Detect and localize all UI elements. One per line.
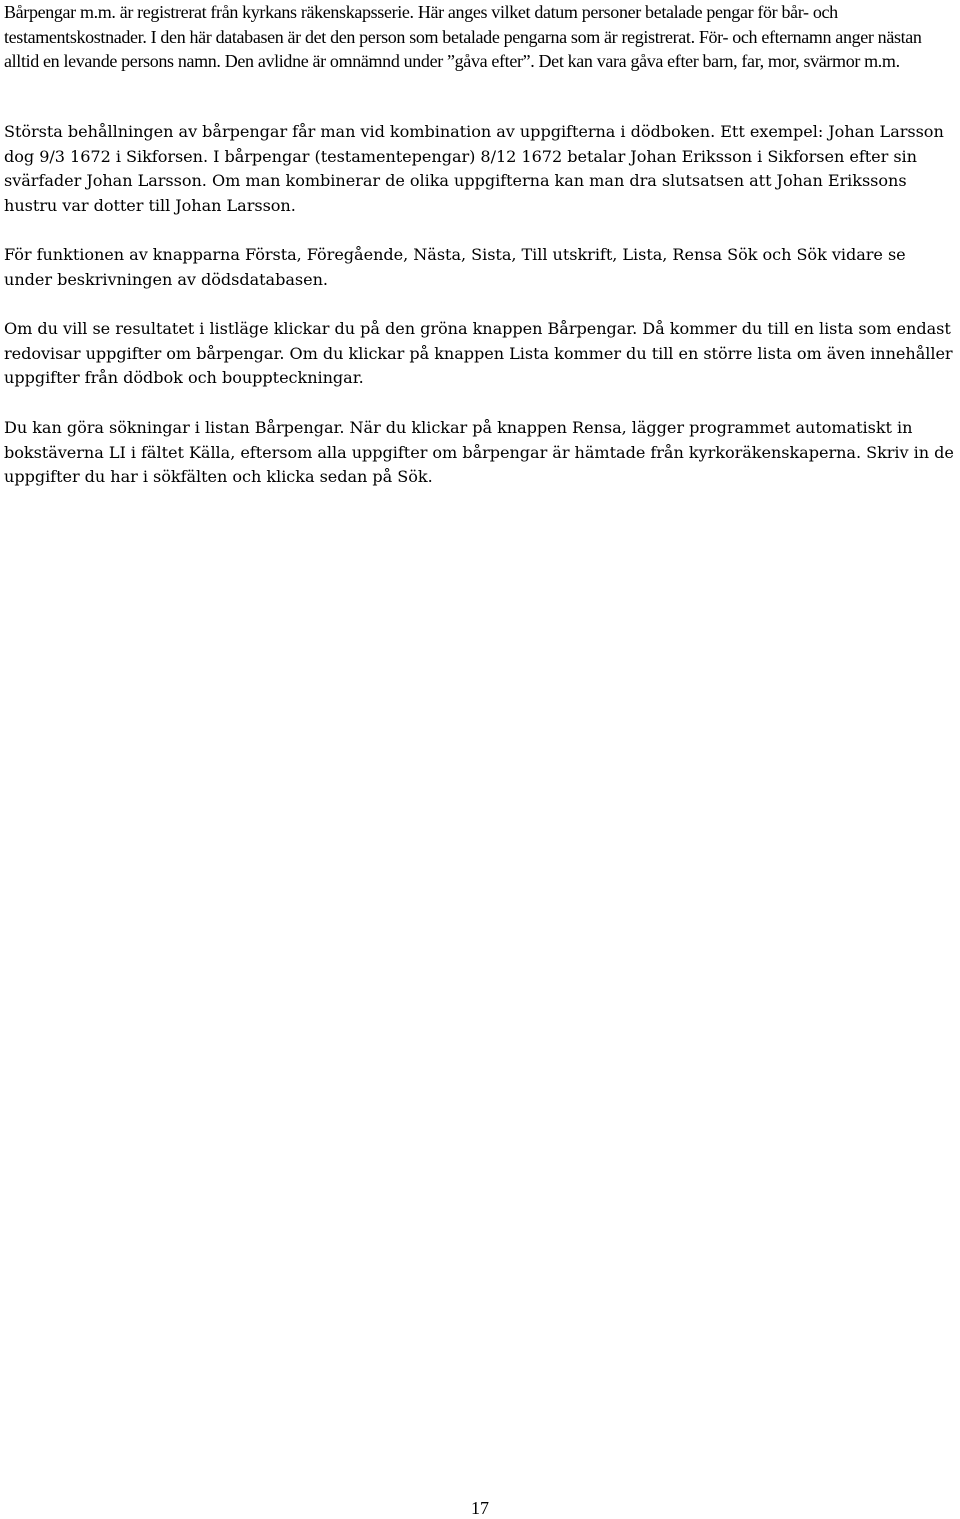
page-number: 17 — [471, 1498, 489, 1518]
paragraph-barpengar-intro: Bårpengar m.m. är registrerat från kyrkans räkenskapsserie. Här anges vilket datum personer betalade pengar för bår- och testamentskostnader. I den här databasen är det den person som betalade pengarna som är registrerat. För- och efternamn anger nästan alltid en levande persons namn. Den avlidne är omnämnd under ”gåva efter”. Det kan vara gåva efter barn, far, mor, svärmor m.m. — [4, 2, 922, 71]
paragraph-list-view: Om du vill se resultatet i listläge klickar du på den gröna knappen Bårpengar. Då kommer du till en lista som endast redovisar uppgifter om bårpengar. Om du klickar på knappen Lista kommer du till en större lista om även innehåller uppgifter från dödbok och bouppteckningar. — [4, 319, 953, 387]
paragraph-example: Största behållningen av bårpengar får man vid kombination av uppgifterna i dödboken. Ett exempel: Johan Larsson dog 9/3 1672 i Sikforsen. I bårpengar (testamentepengar) 8/12 1672 betalar Johan Eriksson i Sikforsen efter sin svärfader Johan Larsson. Om man kombinerar de olika uppgifterna kan man dra slutsatsen att Johan Erikssons hustru var dotter till Johan Larsson. — [4, 122, 944, 215]
document-page — [4, 0, 956, 486]
paragraph-button-functions: För funktionen av knapparna Första, Föregående, Nästa, Sista, Till utskrift, Lista, Rensa Sök och Sök vidare se under beskrivningen av dödsdatabasen. — [4, 245, 906, 289]
paragraph-searching: Du kan göra sökningar i listan Bårpengar. När du klickar på knappen Rensa, lägger programmet automatiskt in bokstäverna LI i fältet Källa, eftersom alla uppgifter om bårpengar är hämtade från kyrkoräkenskaperna. Skriv in de uppgifter du har i sökfälten och klicka sedan på Sök. — [4, 418, 954, 486]
